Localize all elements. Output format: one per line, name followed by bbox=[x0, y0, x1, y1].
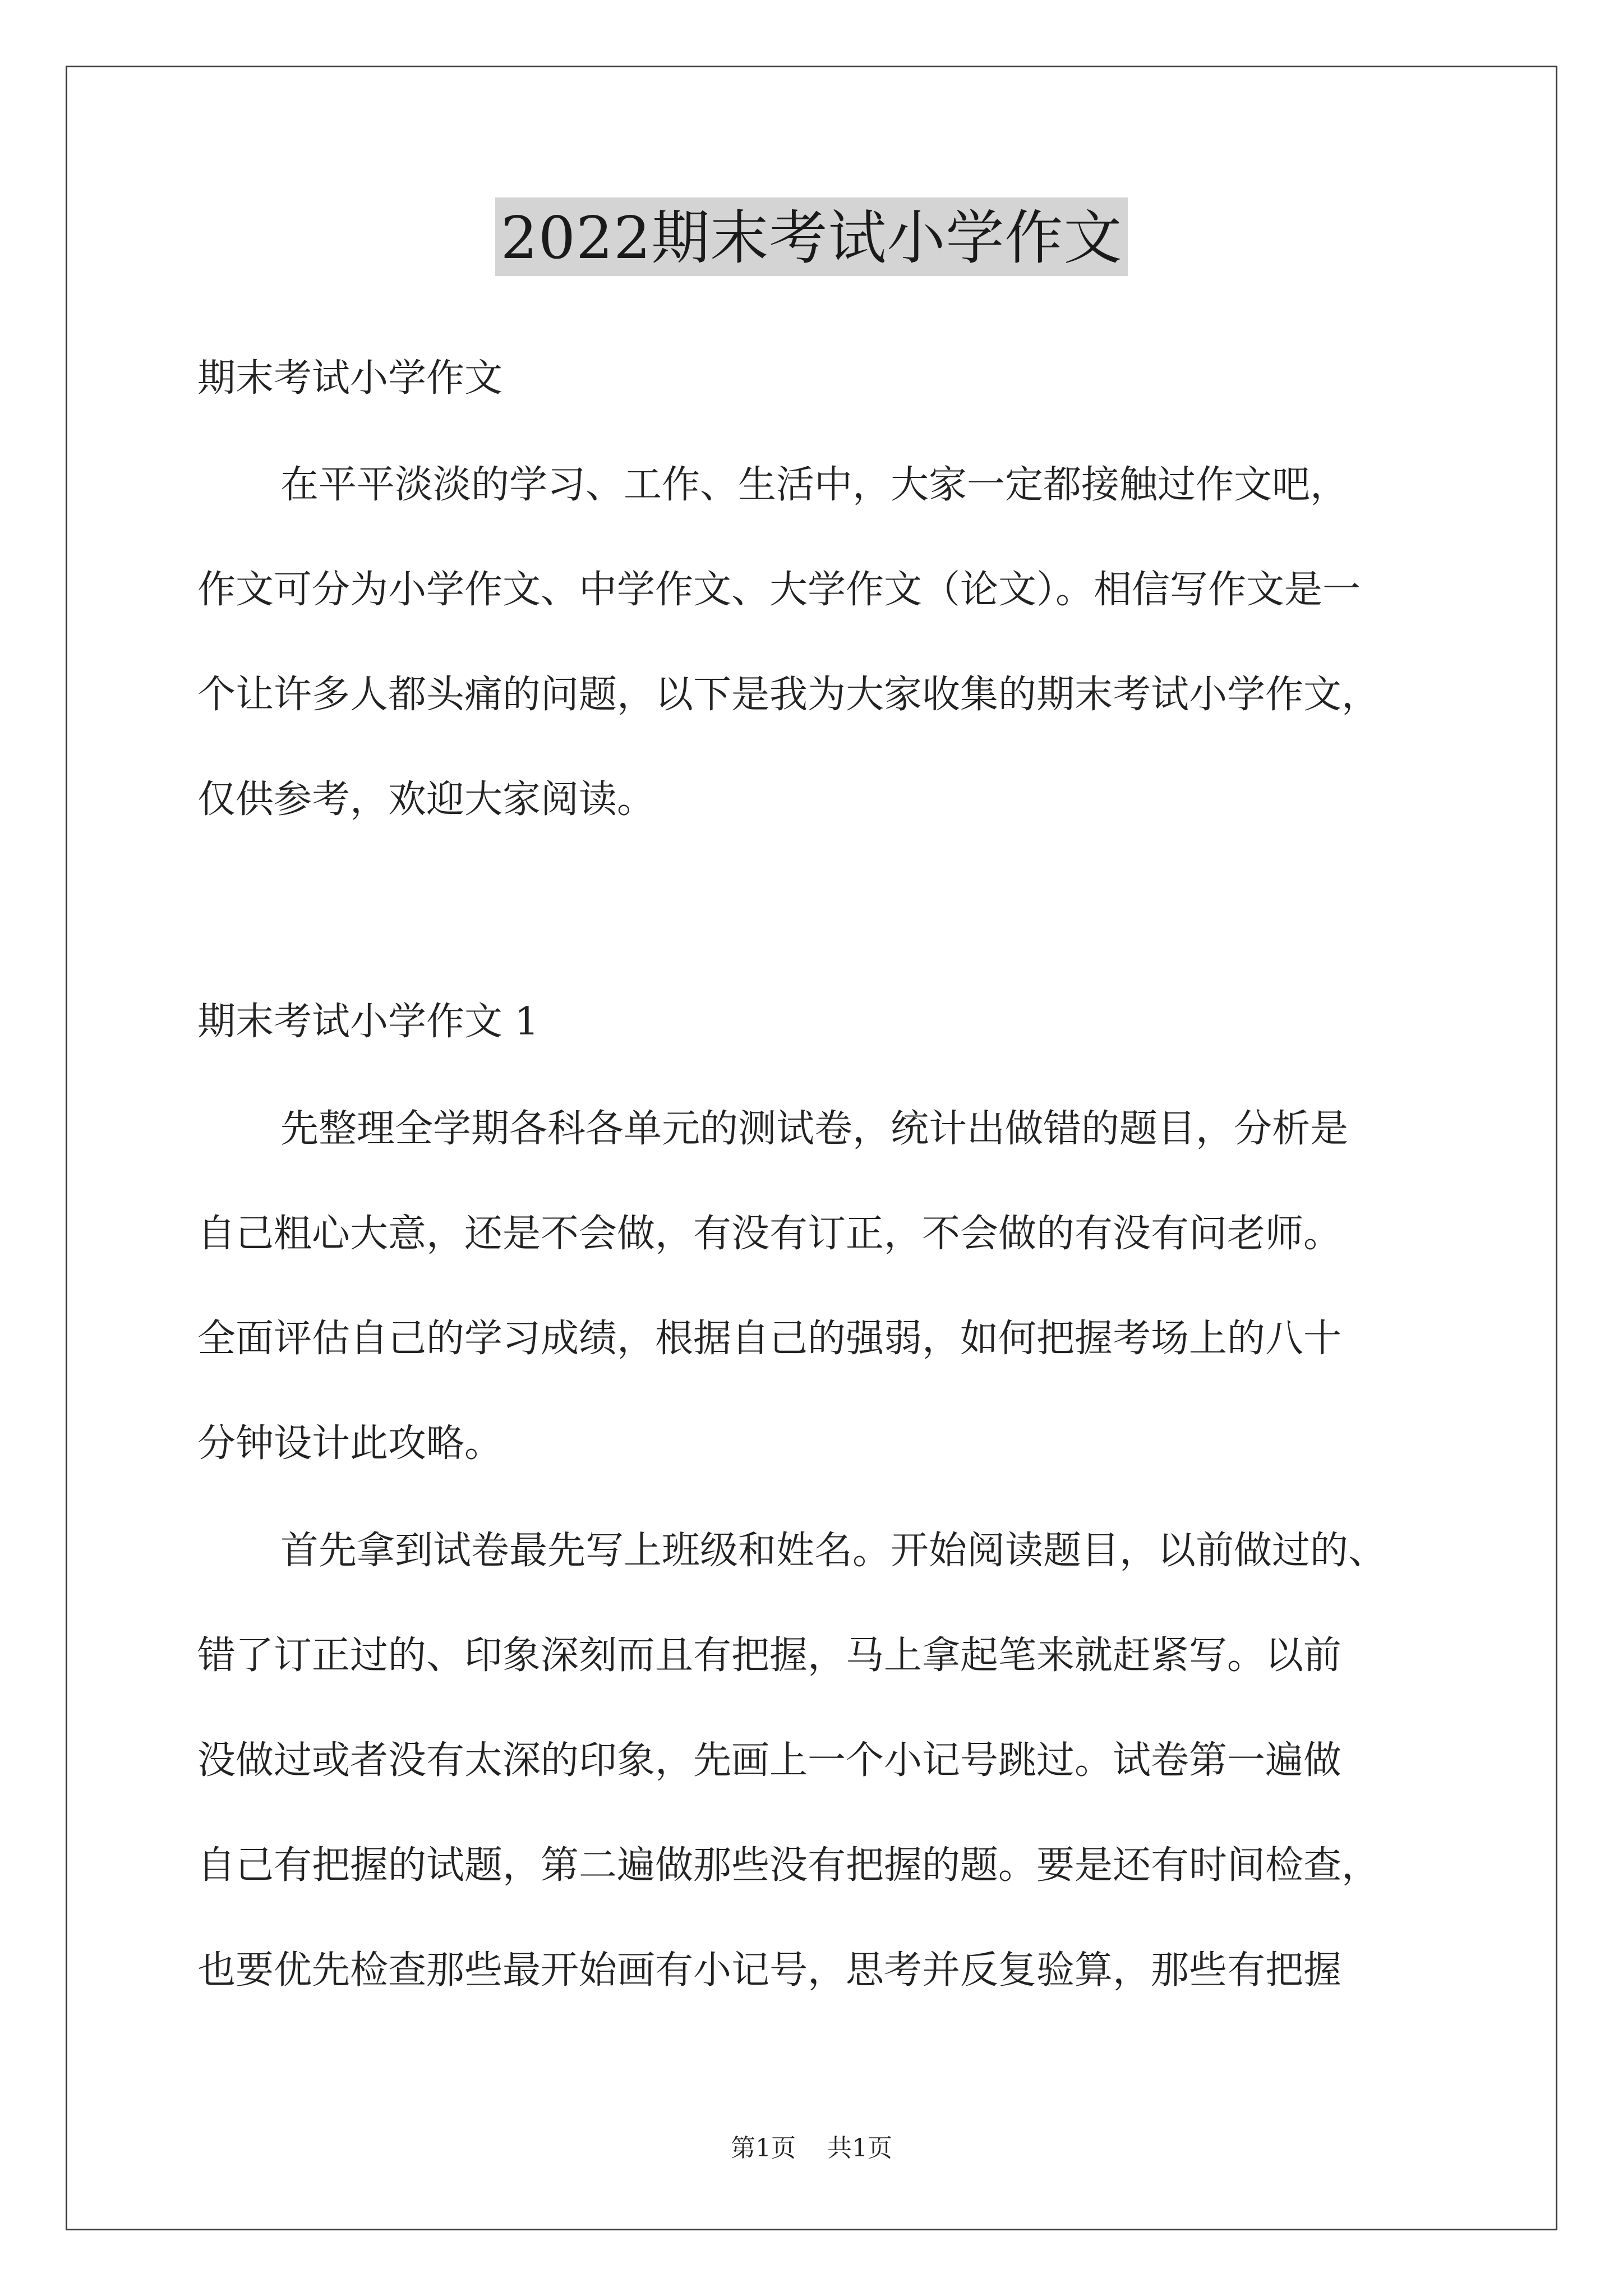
page-total: 共1页 bbox=[827, 2134, 892, 2162]
page-number: 第1页 bbox=[731, 2134, 796, 2162]
paragraph-1 bbox=[197, 1104, 1454, 1524]
subtitle-heading: 期末考试小学作文 bbox=[197, 356, 503, 401]
paragraph-2 bbox=[197, 1526, 1454, 2050]
paragraph-line: 没做过或者没有太深的印象，先画上一个小记号跳过。试卷第一遍做 bbox=[197, 1738, 1342, 1783]
paragraph-line: 作文可分为小学作文、中学作文、大学作文（论文）。相信写作文是一 bbox=[197, 568, 1361, 612]
paragraph-line: 也要优先检查那些最开始画有小记号，思考并反复验算，那些有把握 bbox=[197, 1948, 1342, 1993]
paragraph-line: 先整理全学期各科各单元的测试卷，统计出做错的题目，分析是 bbox=[280, 1107, 1349, 1151]
title-container bbox=[0, 197, 1623, 276]
paragraph-line: 个让许多人都头痛的问题，以下是我为大家收集的期末考试小学作文， bbox=[197, 673, 1380, 717]
paragraph-line: 全面评估自己的学习成绩，根据自己的强弱，如何把握考场上的八十 bbox=[197, 1317, 1342, 1361]
paragraph-line: 在平平淡淡的学习、工作、生活中，大家一定都接触过作文吧， bbox=[280, 463, 1349, 507]
document-title: 2022期末考试小学作文 bbox=[495, 197, 1128, 276]
paragraph-line: 错了订正过的、印象深刻而且有把握，马上拿起笔来就赶紧写。以前 bbox=[197, 1634, 1342, 1678]
paragraph-line: 自己粗心大意，还是不会做，有没有订正，不会做的有没有问老师。 bbox=[197, 1212, 1342, 1256]
paragraph-line: 自己有把握的试题，第二遍做那些没有把握的题。要是还有时间检查， bbox=[197, 1843, 1380, 1888]
intro-paragraph bbox=[197, 460, 1454, 880]
paragraph-line: 仅供参考，欢迎大家阅读。 bbox=[197, 777, 656, 822]
page-footer bbox=[0, 2132, 1623, 2165]
paragraph-line: 分钟设计此攻略。 bbox=[197, 1421, 503, 1466]
paragraph-line: 首先拿到试卷最先写上班级和姓名。开始阅读题目，以前做过的、 bbox=[280, 1529, 1387, 1573]
section-heading: 期末考试小学作文 1 bbox=[197, 1000, 539, 1044]
